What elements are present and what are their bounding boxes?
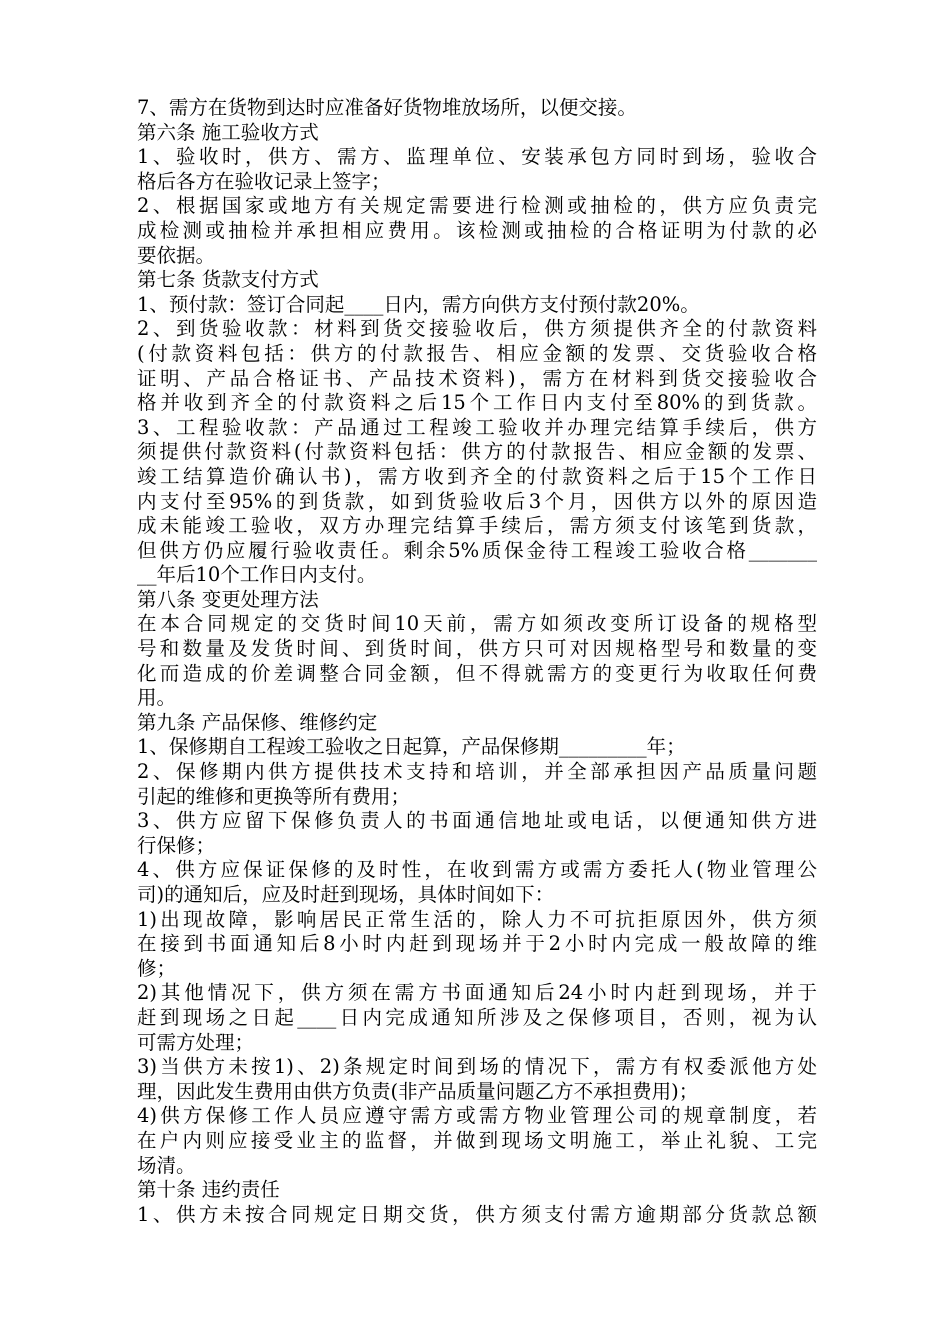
text-line: 2、保修期内供方提供技术支持和培训，并全部承担因产品质量问题: [137, 760, 817, 784]
text-line: 3)当供方未按1)、2)条规定时间到场的情况下，需方有权委派他方处: [137, 1055, 817, 1079]
text-line: 在本合同规定的交货时间10天前，需方如须改变所订设备的规格型: [137, 612, 817, 636]
text-line: 第十条 违约责任: [137, 1178, 280, 1202]
document-page: [137, 96, 817, 1227]
text-line: 司)的通知后，应及时赶到现场，具体时间如下：: [137, 883, 555, 906]
text-line: 用。: [137, 686, 177, 710]
text-line: 1、预付款：签订合同起____日内，需方向供方支付预付款20%。: [137, 292, 700, 316]
text-line: (付款资料包括：供方的付款报告、相应金额的发票、交货验收合格: [137, 341, 817, 365]
text-line: 修；: [137, 956, 177, 980]
text-line: 4、供方应保证保修的及时性，在收到需方或需方委托人(物业管理公: [137, 858, 817, 882]
text-line: 2、到货验收款：材料到货交接验收后，供方须提供齐全的付款资料: [137, 317, 817, 341]
text-line: 1、保修期自工程竣工验收之日起算，产品保修期_________年；: [137, 735, 686, 759]
text-line: 可需方处理；: [137, 1030, 255, 1054]
text-line: 4)供方保修工作人员应遵守需方或需方物业管理公司的规章制度，若: [137, 1104, 817, 1128]
text-line: 在户内则应接受业主的监督，并做到现场文明施工，举止礼貌、工完: [137, 1128, 817, 1152]
text-line: 1)出现故障，影响居民正常生活的，除人力不可抗拒原因外，供方须: [137, 907, 817, 931]
text-line: 1、供方未按合同规定日期交货，供方须支付需方逾期部分货款总额: [137, 1202, 817, 1226]
text-line: 但供方仍应履行验收责任。剩余5%质保金待工程竣工验收合格_______: [137, 538, 817, 562]
text-line: 3、工程验收款：产品通过工程竣工验收并办理完结算手续后，供方: [137, 415, 817, 439]
text-line: 格后各方在验收记录上签字；: [137, 169, 391, 193]
text-line: 在接到书面通知后8小时内赶到现场并于2小时内完成一般故障的维: [137, 932, 817, 956]
text-line: 格并收到齐全的付款资料之后15个工作日内支付至80%的到货款。: [137, 391, 817, 415]
text-line: 化而造成的价差调整合同金额，但不得就需方的变更行为收取任何费: [137, 661, 817, 685]
text-line: 要依据。: [137, 243, 216, 267]
text-line: 7、需方在货物到达时应准备好货物堆放场所，以便交接。: [137, 96, 637, 119]
text-line: 证明、产品合格证书、产品技术资料)，需方在材料到货交接验收合: [137, 366, 817, 390]
text-line: 赶到现场之日起____日内完成通知所涉及之保修项目，否则，视为认: [137, 1005, 817, 1029]
text-line: 成检测或抽检并承担相应费用。该检测或抽检的合格证明为付款的必: [137, 218, 817, 242]
text-line: 理，因此发生费用由供方负责(非产品质量问题乙方不承担费用)；: [137, 1079, 699, 1103]
text-line: 成未能竣工验收，双方办理完结算手续后，需方须支付该笔到货款，: [137, 514, 817, 538]
text-line: 第七条 货款支付方式: [137, 268, 319, 292]
text-line: 内支付至95%的到货款，如到货验收后3个月，因供方以外的原因造: [137, 489, 817, 513]
text-line: 须提供付款资料(付款资料包括：供方的付款报告、相应金额的发票、: [137, 440, 817, 464]
text-line: 行保修；: [137, 833, 216, 857]
text-line: 2)其他情况下，供方须在需方书面通知后24小时内赶到现场，并于: [137, 981, 817, 1005]
text-line: __年后10个工作日内支付。: [137, 563, 377, 587]
text-line: 竣工结算造价确认书)，需方收到齐全的付款资料之后于15个工作日: [137, 464, 817, 488]
text-line: 引起的维修和更换等所有费用；: [137, 784, 411, 808]
text-line: 号和数量及发货时间、到货时间，供方只可对因规格型号和数量的变: [137, 637, 817, 661]
text-line: 3、供方应留下保修负责人的书面通信地址或电话，以便通知供方进: [137, 809, 817, 833]
text-line: 场清。: [137, 1153, 196, 1177]
text-line: 第九条 产品保修、维修约定: [137, 710, 378, 734]
text-line: 第八条 变更处理方法: [137, 587, 319, 611]
text-line: 第六条 施工验收方式: [137, 120, 319, 144]
text-line: 2、根据国家或地方有关规定需要进行检测或抽检的，供方应负责完: [137, 194, 817, 218]
text-line: 1、验收时，供方、需方、监理单位、安装承包方同时到场，验收合: [137, 145, 817, 169]
